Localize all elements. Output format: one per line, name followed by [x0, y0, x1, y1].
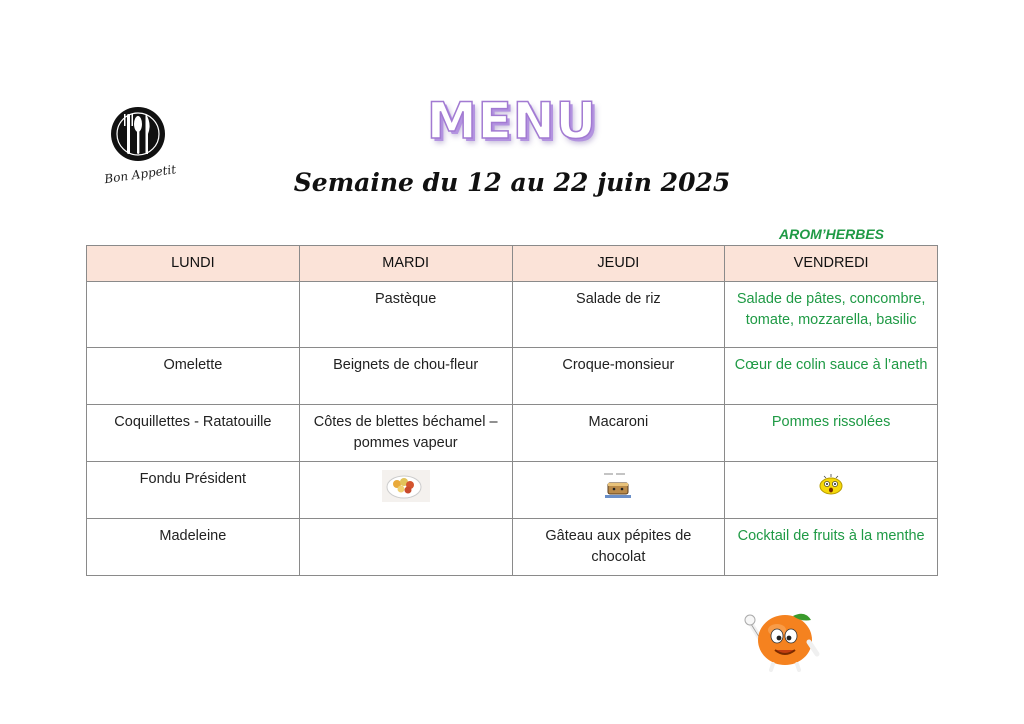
table-row	[87, 519, 938, 576]
table-cell	[299, 519, 512, 576]
table-cell	[725, 462, 938, 519]
table-cell: Omelette	[87, 348, 300, 405]
column-header-jeudi: JEUDI	[512, 246, 725, 282]
orange-mascot-icon	[743, 610, 823, 672]
table-cell: Croque-monsieur	[512, 348, 725, 405]
table-cell: Cœur de colin sauce à l’aneth	[725, 348, 938, 405]
dessert-cartoon-icon	[601, 470, 635, 502]
fruit-bowl-icon	[382, 470, 430, 502]
table-cell: Salade de pâtes, concombre, tomate, mozzarella, basilic	[725, 282, 938, 348]
column-header-lundi: LUNDI	[87, 246, 300, 282]
table-cell: Beignets de chou-fleur	[299, 348, 512, 405]
table-row	[87, 405, 938, 462]
table-cell: Pastèque	[299, 282, 512, 348]
header-row	[87, 246, 938, 282]
week-subtitle: Semaine du 12 au 22 juin 2025	[293, 168, 731, 197]
column-header-vendredi: VENDREDI	[725, 246, 938, 282]
table-row	[87, 348, 938, 405]
surprise-lemon-icon	[817, 470, 845, 498]
table-cell: Cocktail de fruits à la menthe	[725, 519, 938, 576]
table-cell: Fondu Président	[87, 462, 300, 519]
table-cell: Côtes de blettes béchamel – pommes vapeur	[299, 405, 512, 462]
table-row	[87, 282, 938, 348]
table-row	[87, 462, 938, 519]
table-cell: Gâteau aux pépites de chocolat	[512, 519, 725, 576]
page-title: MENU	[426, 92, 598, 150]
table-cell: Macaroni	[512, 405, 725, 462]
column-header-mardi: MARDI	[299, 246, 512, 282]
logo-text: Bon Appetit	[103, 162, 177, 187]
table-cell: Madeleine	[87, 519, 300, 576]
table-cell: Coquillettes - Ratatouille	[87, 405, 300, 462]
table-cell	[87, 282, 300, 348]
table-cell: Salade de riz	[512, 282, 725, 348]
supplier-label: AROM’HERBES	[778, 226, 884, 242]
table-cell: Pommes rissolées	[725, 405, 938, 462]
table-cell	[512, 462, 725, 519]
table-cell	[299, 462, 512, 519]
menu-table	[86, 245, 938, 576]
